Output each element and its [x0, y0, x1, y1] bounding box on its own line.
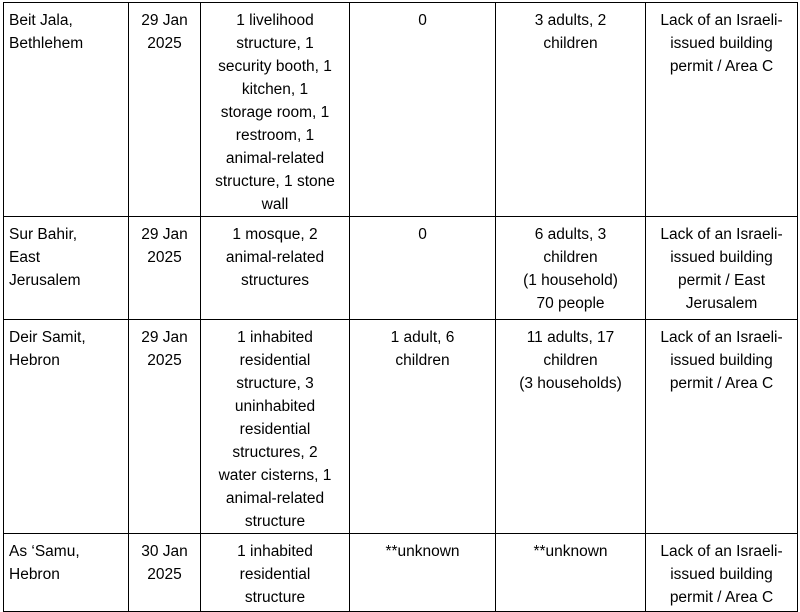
table-row	[4, 3, 798, 217]
displaced-cell: 0	[350, 3, 496, 217]
structures-cell: 1 inhabited residential structure, 3 uninhabited residential structures, 2 water cisterns, 1 animal-related structure	[201, 320, 350, 534]
displaced-cell: 0	[350, 217, 496, 320]
affected-cell: 3 adults, 2 children	[496, 3, 646, 217]
displaced-cell: **unknown	[350, 534, 496, 612]
location-cell: Sur Bahir, East Jerusalem	[4, 217, 129, 320]
date-cell: 29 Jan 2025	[129, 3, 201, 217]
date-cell: 29 Jan 2025	[129, 217, 201, 320]
structures-cell: 1 livelihood structure, 1 security booth, 1 kitchen, 1 storage room, 1 restroom, 1 animal-related structure, 1 stone wall	[201, 3, 350, 217]
structures-cell: 1 mosque, 2 animal-related structures	[201, 217, 350, 320]
location-cell: As ‘Samu, Hebron	[4, 534, 129, 612]
date-cell: 30 Jan 2025	[129, 534, 201, 612]
affected-cell: 11 adults, 17 children (3 households)	[496, 320, 646, 534]
affected-cell: 6 adults, 3 children (1 household) 70 people	[496, 217, 646, 320]
location-cell: Beit Jala, Bethlehem	[4, 3, 129, 217]
table-row	[4, 217, 798, 320]
reason-cell: Lack of an Israeli- issued building permit / Area C	[646, 534, 798, 612]
structures-cell: 1 inhabited residential structure	[201, 534, 350, 612]
table-row	[4, 534, 798, 612]
reason-cell: Lack of an Israeli- issued building permit / Area C	[646, 3, 798, 217]
affected-cell: **unknown	[496, 534, 646, 612]
demolitions-table	[3, 2, 798, 612]
table-row	[4, 320, 798, 534]
date-cell: 29 Jan 2025	[129, 320, 201, 534]
reason-cell: Lack of an Israeli- issued building permit / Area C	[646, 320, 798, 534]
location-cell: Deir Samit, Hebron	[4, 320, 129, 534]
displaced-cell: 1 adult, 6 children	[350, 320, 496, 534]
reason-cell: Lack of an Israeli- issued building permit / East Jerusalem	[646, 217, 798, 320]
